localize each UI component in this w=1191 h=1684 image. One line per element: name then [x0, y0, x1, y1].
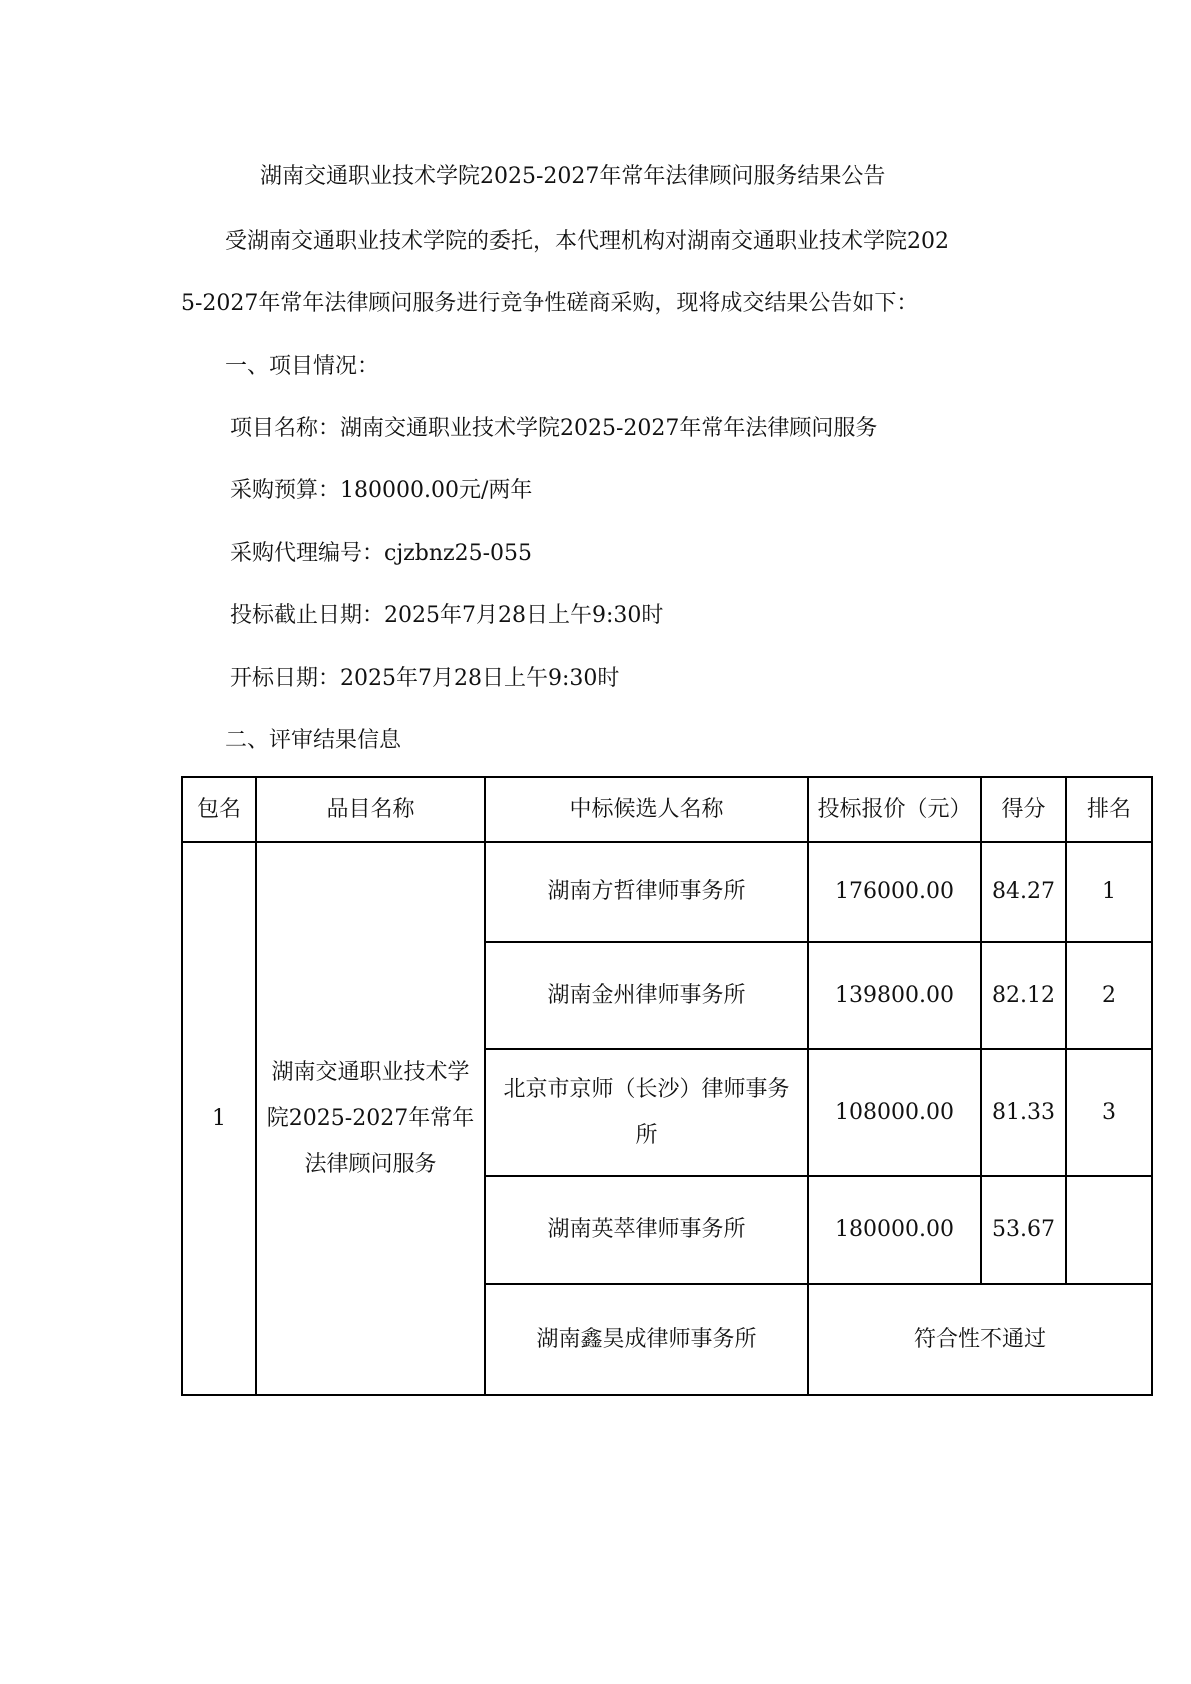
bid-price: 139800.00	[808, 942, 981, 1049]
table-header-row	[182, 777, 1152, 842]
package-number: 1	[182, 842, 256, 1395]
project-name: 项目名称：湖南交通职业技术学院2025-2027年常年法律顾问服务	[230, 416, 878, 441]
budget: 采购预算：180000.00元/两年	[230, 478, 533, 503]
score: 53.67	[981, 1176, 1066, 1284]
bid-price: 108000.00	[808, 1049, 981, 1176]
header-score: 得分	[981, 777, 1066, 842]
header-bid-price: 投标报价（元）	[808, 777, 981, 842]
title: 湖南交通职业技术学院2025-2027年常年法律顾问服务结果公告	[260, 164, 886, 189]
table-row	[182, 842, 1152, 942]
header-package: 包名	[182, 777, 256, 842]
rank: 1	[1066, 842, 1152, 942]
item-name	[256, 842, 485, 1395]
result-table	[181, 776, 1153, 1396]
score: 81.33	[981, 1049, 1066, 1176]
compliance-status: 符合性不通过	[808, 1284, 1152, 1395]
intro-paragraph-line2: 5-2027年常年法律顾问服务进行竞争性磋商采购，现将成交结果公告如下：	[181, 291, 919, 316]
intro-paragraph-line1: 受湖南交通职业技术学院的委托，本代理机构对湖南交通职业技术学院202	[225, 229, 949, 254]
candidate-name: 湖南方哲律师事务所	[485, 842, 808, 942]
item-name-line1: 湖南交通职业技术学	[271, 1059, 470, 1085]
header-rank: 排名	[1066, 777, 1152, 842]
item-name-line3: 法律顾问服务	[304, 1151, 437, 1177]
candidate-name: 湖南鑫昊成律师事务所	[485, 1284, 808, 1395]
candidate-name: 湖南英萃律师事务所	[485, 1176, 808, 1284]
header-item-name: 品目名称	[256, 777, 485, 842]
bid-price: 176000.00	[808, 842, 981, 942]
candidate-name: 湖南金州律师事务所	[485, 942, 808, 1049]
header-candidate-name: 中标候选人名称	[485, 777, 808, 842]
item-name-line2: 院2025-2027年常年	[266, 1105, 475, 1131]
score: 82.12	[981, 942, 1066, 1049]
opening-date: 开标日期：2025年7月28日上午9:30时	[230, 666, 620, 691]
rank: 3	[1066, 1049, 1152, 1176]
score: 84.27	[981, 842, 1066, 942]
section2-heading: 二、评审结果信息	[225, 728, 402, 753]
candidate-name-line2: 所	[635, 1122, 658, 1148]
candidate-name-line1: 北京市京师（长沙）律师事务	[503, 1076, 790, 1102]
rank: 2	[1066, 942, 1152, 1049]
section1-heading: 一、项目情况：	[225, 354, 380, 379]
candidate-name	[485, 1049, 808, 1176]
bid-deadline: 投标截止日期：2025年7月28日上午9:30时	[230, 603, 664, 628]
rank	[1066, 1176, 1152, 1284]
agency-code: 采购代理编号：cjzbnz25-055	[230, 541, 532, 566]
bid-price: 180000.00	[808, 1176, 981, 1284]
